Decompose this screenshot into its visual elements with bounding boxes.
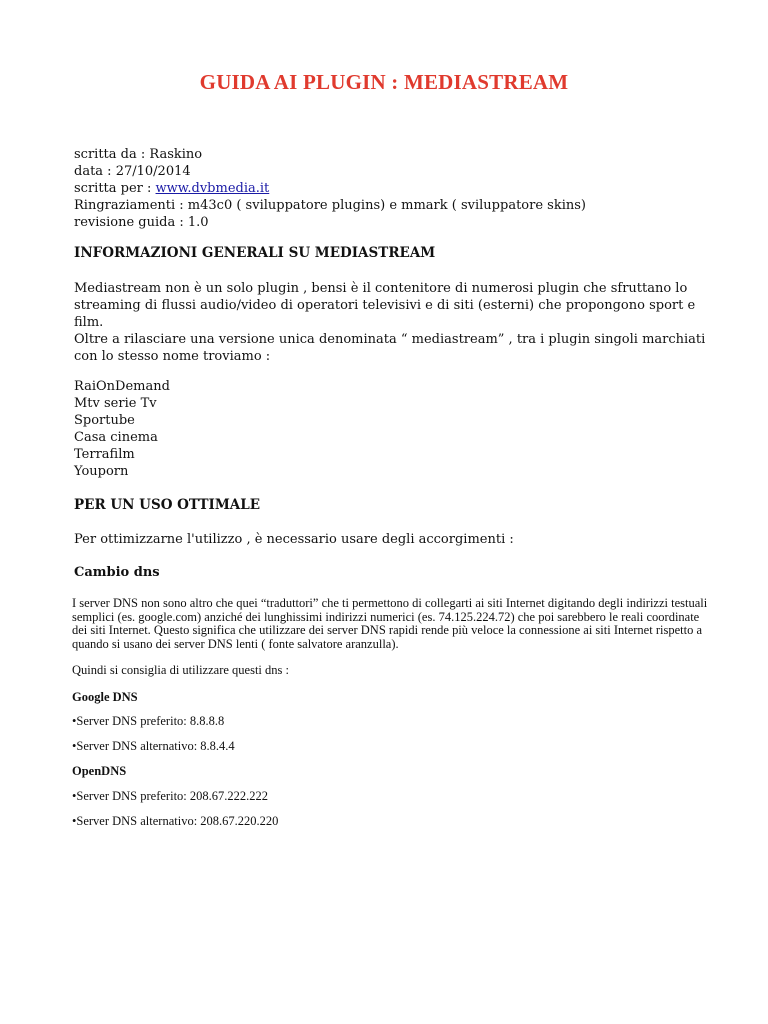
thanks-line [74,197,586,214]
intro-paragraph: Mediastream non è un solo plugin , bensi è il contenitore di numerosi plugin che sfruttano lo streaming di flussi audio/video di operatori televisivi e di siti (esterni) che propongono sport e film. [74,281,696,330]
date-label: data : [74,164,116,179]
opendns-heading: OpenDNS [72,764,127,778]
list-item: Terrafilm [74,447,135,462]
website-link[interactable]: www.dvbmedia.it [155,181,270,196]
written-for-label: scritta per : [74,181,156,196]
list-item: Mtv serie Tv [74,396,157,411]
revision-label: revisione guida : [74,215,188,230]
revision-line [74,214,209,231]
list-item: Sportube [74,413,135,428]
dns-advice: Quindi si consiglia di utilizzare questi dns : [72,663,289,677]
date-line [74,163,191,180]
google-dns-preferred: •Server DNS preferito: 8.8.8.8 [72,714,225,728]
google-dns-alternate: •Server DNS alternativo: 8.8.4.4 [72,739,235,753]
document-title: GUIDA AI PLUGIN : MEDIASTREAM [199,70,569,94]
usage-paragraph: Per ottimizzarne l'utilizzo , è necessario usare degli accorgimenti : [74,532,514,547]
list-item: Youporn [74,464,129,479]
google-dns-heading: Google DNS [72,690,138,704]
dns-heading: Cambio dns [74,565,160,580]
section-heading-usage: PER UN USO OTTIMALE [74,497,261,513]
thanks-value: m43c0 ( sviluppatore plugins) e mmark ( sviluppatore skins) [187,198,586,213]
revision-value: 1.0 [187,215,209,230]
author-value: Raskino [149,147,203,162]
author-label: scritta da : [74,147,150,162]
opendns-preferred: •Server DNS preferito: 208.67.222.222 [72,789,269,803]
author-line [74,146,202,163]
thanks-label: Ringraziamenti : [74,198,188,213]
versions-paragraph: Oltre a rilasciare una versione unica denominata “ mediastream” , tra i plugin singoli marchiati con lo stesso nome troviamo : [74,332,706,364]
written-for-line [74,180,269,197]
date-value: 27/10/2014 [115,164,191,179]
dns-paragraph: I server DNS non sono altro che quei “traduttori” che ti permettono di collegarti ai siti Internet digitando degli indirizzi testuali semplici (es. google.com) anziché dei lunghissimi indirizzi numerici (es. 74.125.224.72) che poi sarebbero le reali coordinate dei siti Internet. Questo significa che utilizzare dei server DNS rapidi rende più veloce la connessione ai siti Internet rispetto a quando si usano dei server DNS lenti ( fonte salvatore aranzulla). [72,596,708,651]
list-item: RaiOnDemand [74,379,170,394]
opendns-alternate: •Server DNS alternativo: 208.67.220.220 [72,814,279,828]
plugin-list [74,378,170,480]
section-heading-general: INFORMAZIONI GENERALI SU MEDIASTREAM [74,245,436,261]
list-item: Casa cinema [74,430,158,445]
